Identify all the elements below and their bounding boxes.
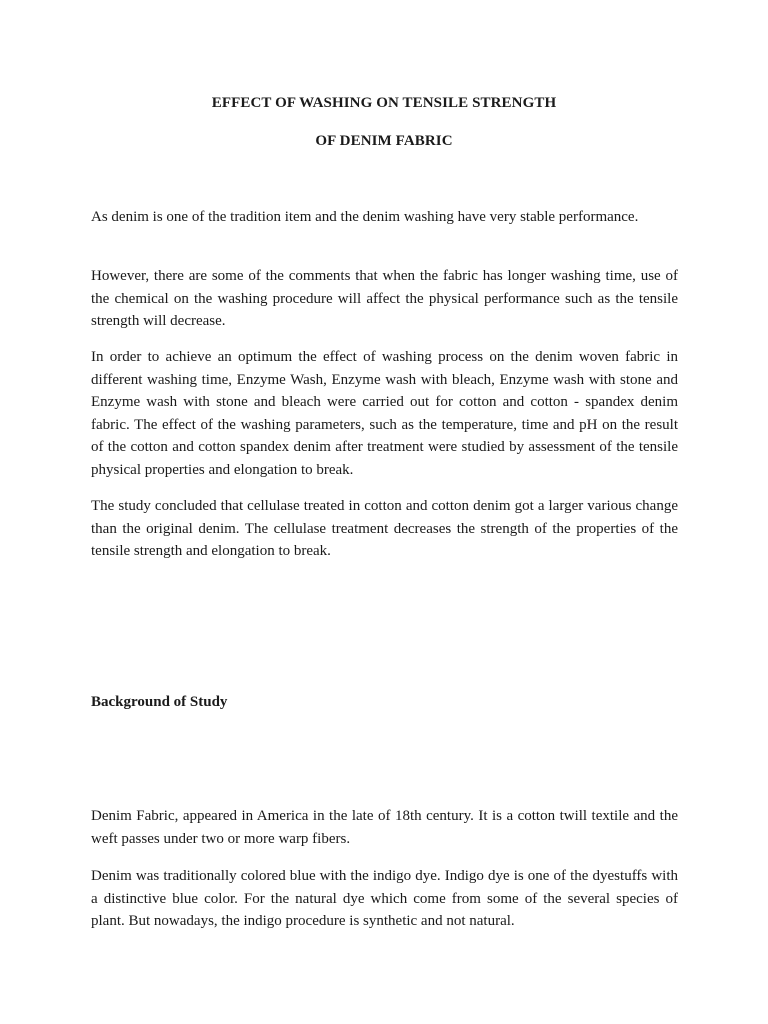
section-heading: Background of Study — [91, 694, 228, 710]
abstract-paragraph-1: As denim is one of the tradition item and the denim washing have very stable performance. — [91, 209, 639, 225]
abstract-paragraph-2: However, there are some of the comments that when the fabric has longer washing time, use of the chemical on the washing procedure will affect the physical performance such as the tensile strength will decrease. — [91, 268, 678, 329]
background-paragraph-2: Denim was traditionally colored blue with the indigo dye. Indigo dye is one of the dyestuffs with a distinctive blue color. For the natural dye which come from some of the several species of plant. But nowadays, the indigo procedure is synthetic and not natural. — [91, 868, 678, 929]
document-title-line-1: EFFECT OF WASHING ON TENSILE STRENGTH — [211, 95, 557, 111]
abstract-paragraph-4: The study concluded that cellulase treated in cotton and cotton denim got a larger various change than the original denim. The cellulase treatment decreases the strength of the properties of the tensile strength and elongation to break. — [91, 498, 678, 559]
abstract-paragraph-3: In order to achieve an optimum the effect of washing process on the denim woven fabric in different washing time, Enzyme Wash, Enzyme wash with bleach, Enzyme wash with stone and Enzyme wash with stone and bleach were carried out for cotton and cotton - spandex denim fabric. The effect of the washing parameters, such as the temperature, time and pH on the result of the cotton and cotton spandex denim after treatment were studied by assessment of the tensile physical properties and elongation to break. — [91, 349, 678, 478]
background-paragraph-1: Denim Fabric, appeared in America in the late of 18th century. It is a cotton twill textile and the weft passes under two or more warp fibers. — [91, 808, 678, 847]
document-title-line-2: OF DENIM FABRIC — [315, 133, 453, 149]
